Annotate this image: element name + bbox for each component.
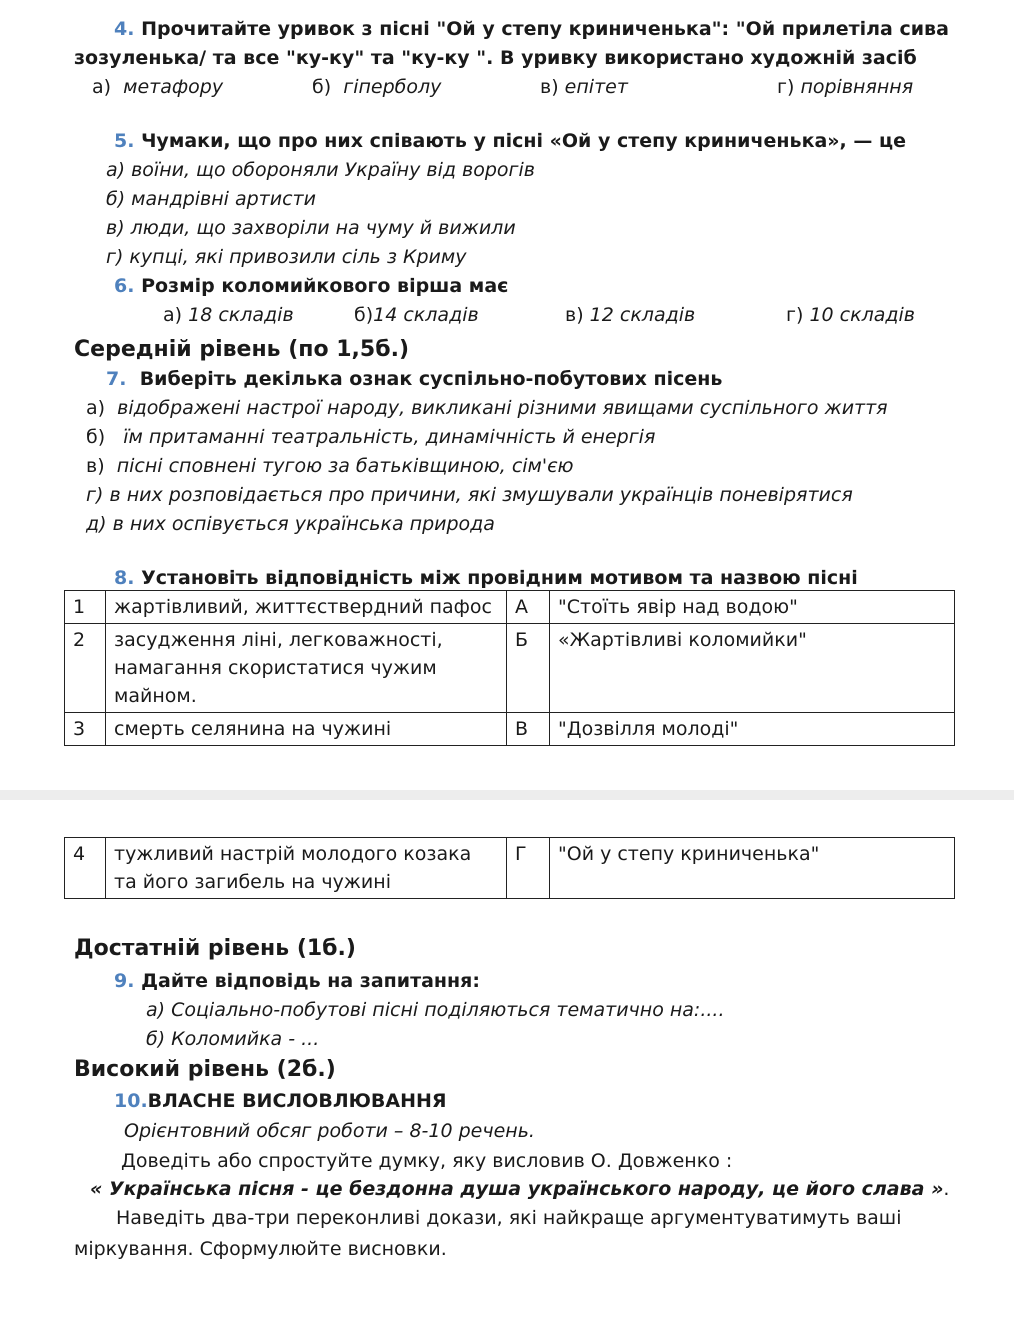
q4-option-a: а) метафору bbox=[92, 76, 224, 98]
song-title: "Стоїть явір над водою" bbox=[550, 591, 955, 624]
level-mid-heading: Середній рівень (по 1,5б.) bbox=[74, 337, 409, 362]
q10-volume: Орієнтовний обсяг роботи – 8-10 речень. bbox=[124, 1120, 535, 1142]
row-number: 3 bbox=[65, 713, 106, 746]
question-10-number: 10. bbox=[114, 1090, 148, 1112]
table-row bbox=[65, 624, 955, 713]
q6-option-d: г) 10 складів bbox=[786, 304, 915, 326]
q6-option-b: б)14 складів bbox=[354, 304, 479, 326]
song-title: "Дозвілля молоді" bbox=[550, 713, 955, 746]
question-4-text-1: Прочитайте уривок з пісні "Ой у степу криниченька": "Ой прилетіла сива bbox=[141, 18, 949, 40]
q7-option-b: б) їм притаманні театральність, динамічність й енергія bbox=[86, 426, 656, 448]
question-5-text: Чумаки, що про них співають у пісні «Ой у степу криниченька», — це bbox=[141, 130, 906, 152]
q10-task-2: міркування. Сформулюйте висновки. bbox=[74, 1238, 447, 1260]
q6-option-c: в) 12 складів bbox=[565, 304, 696, 326]
question-7-text: Виберіть декілька ознак суспільно-побутових пісень bbox=[139, 368, 723, 390]
song-letter: Г bbox=[507, 838, 550, 899]
question-4-line-1 bbox=[114, 16, 949, 42]
question-4-text-2: зозуленька/ та все "ку-ку" та "ку-ку ". В уривку використано художній засіб bbox=[74, 47, 917, 69]
page-separator bbox=[0, 790, 1014, 800]
row-number: 2 bbox=[65, 624, 106, 713]
motif-cell: засудження ліні, легковажності, намагання скористатися чужим майном. bbox=[106, 624, 507, 713]
question-5-number: 5. bbox=[114, 130, 135, 152]
q10-quote: « Українська пісня - це бездонна душа українського народу, це його слава » bbox=[90, 1178, 944, 1200]
table-row bbox=[65, 591, 955, 624]
q7-option-c: в) пісні сповнені тугою за батьківщиною, сім'єю bbox=[86, 455, 574, 477]
q5-option-a: а) воїни, що обороняли Україну від ворогів bbox=[106, 159, 536, 181]
table-row bbox=[65, 713, 955, 746]
q10-quote-line bbox=[90, 1176, 949, 1202]
matching-table-continued bbox=[64, 837, 955, 899]
level-sufficient-heading: Достатній рівень (1б.) bbox=[74, 936, 356, 961]
question-10 bbox=[114, 1088, 447, 1114]
q9-part-a: а) Соціально-побутові пісні поділяються тематично на:.... bbox=[146, 999, 725, 1021]
question-7 bbox=[106, 366, 722, 392]
page-two bbox=[0, 800, 1014, 1325]
question-10-title: ВЛАСНЕ ВИСЛОВЛЮВАННЯ bbox=[147, 1090, 447, 1112]
q4-option-d: г) порівняння bbox=[777, 76, 914, 98]
song-title: "Ой у степу криниченька" bbox=[550, 838, 955, 899]
q5-option-c: в) люди, що захворіли на чуму й вижили bbox=[106, 217, 516, 239]
motif-cell: тужливий настрій молодого козака та його загибель на чужині bbox=[106, 838, 507, 899]
question-8-number: 8. bbox=[114, 567, 135, 589]
q6-option-a: а) 18 складів bbox=[163, 304, 294, 326]
question-9-text: Дайте відповідь на запитання: bbox=[141, 970, 480, 992]
q4-option-c: в) епітет bbox=[540, 76, 628, 98]
q4-option-b: б) гіперболу bbox=[312, 76, 442, 98]
q5-option-d: г) купці, які привозили сіль з Криму bbox=[106, 246, 467, 268]
song-letter: В bbox=[507, 713, 550, 746]
q9-part-b: б) Коломийка - ... bbox=[146, 1028, 320, 1050]
motif-cell: смерть селянина на чужині bbox=[106, 713, 507, 746]
song-title: «Жартівливі коломийки" bbox=[550, 624, 955, 713]
question-4-number: 4. bbox=[114, 18, 135, 40]
level-high-heading: Високий рівень (2б.) bbox=[74, 1057, 336, 1082]
question-8 bbox=[114, 565, 858, 591]
row-number: 4 bbox=[65, 838, 106, 899]
q10-quote-end: . bbox=[943, 1178, 950, 1200]
q5-option-b: б) мандрівні артисти bbox=[106, 188, 316, 210]
question-6-number: 6. bbox=[114, 275, 135, 297]
song-letter: А bbox=[507, 591, 550, 624]
question-9-number: 9. bbox=[114, 970, 135, 992]
q10-task-1: Наведіть два-три переконливі докази, які найкраще аргументуватимуть ваші bbox=[116, 1207, 902, 1229]
q7-option-a: а) відображені настрої народу, викликані різними явищами суспільного життя bbox=[86, 397, 888, 419]
row-number: 1 bbox=[65, 591, 106, 624]
question-6-text: Розмір коломийкового вірша має bbox=[141, 275, 509, 297]
song-letter: Б bbox=[507, 624, 550, 713]
motif-cell: жартівливий, життєствердний пафос bbox=[106, 591, 507, 624]
question-5 bbox=[114, 128, 906, 154]
question-6 bbox=[114, 273, 508, 299]
question-9 bbox=[114, 968, 480, 994]
question-8-text: Установіть відповідність між провідним мотивом та назвою пісні bbox=[141, 567, 858, 589]
table-row bbox=[65, 838, 955, 899]
q10-prompt: Доведіть або спростуйте думку, яку висловив О. Довженко : bbox=[121, 1150, 733, 1172]
matching-table bbox=[64, 590, 955, 746]
question-7-number: 7. bbox=[106, 368, 127, 390]
q7-option-e: д) в них оспівується українська природа bbox=[86, 513, 495, 535]
q7-option-d: г) в них розповідається про причини, які змушували українців поневірятися bbox=[86, 484, 853, 506]
